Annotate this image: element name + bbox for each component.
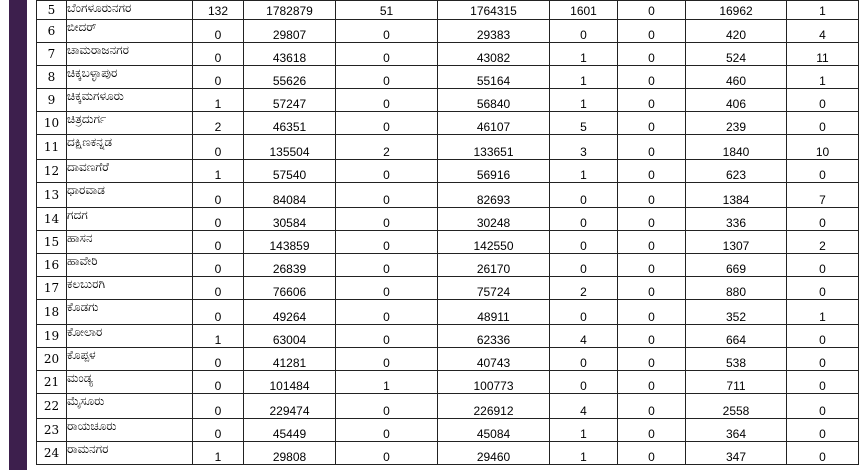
value-cell-5: 0 — [550, 254, 618, 277]
value-cell-8: 4 — [787, 20, 859, 43]
value-cell-6: 0 — [618, 112, 686, 135]
value-cell-7: 623 — [686, 160, 787, 183]
district-name-cell: ರಾಮನಗರ — [67, 442, 193, 465]
district-name-cell: ಧಾರವಾಡ — [67, 183, 193, 208]
value-cell-1: 1 — [193, 160, 244, 183]
value-cell-3: 2 — [336, 135, 438, 160]
value-cell-6: 0 — [618, 394, 686, 419]
value-cell-8: 7 — [787, 183, 859, 208]
serial-number-cell: 23 — [37, 419, 67, 442]
value-cell-4: 40743 — [438, 348, 550, 371]
district-name-cell: ದಾವಣಗೆರೆ — [67, 160, 193, 183]
table-row — [37, 89, 859, 112]
serial-number-cell: 16 — [37, 254, 67, 277]
value-cell-2: 41281 — [244, 348, 336, 371]
value-cell-3: 51 — [336, 1, 438, 20]
value-cell-4: 30248 — [438, 208, 550, 231]
value-cell-6: 0 — [618, 183, 686, 208]
value-cell-8: 10 — [787, 135, 859, 160]
value-cell-3: 0 — [336, 254, 438, 277]
value-cell-2: 30584 — [244, 208, 336, 231]
district-name-cell: ರಾಯಚೂರು — [67, 419, 193, 442]
serial-number-cell: 7 — [37, 43, 67, 66]
value-cell-3: 0 — [336, 20, 438, 43]
value-cell-7: 336 — [686, 208, 787, 231]
value-cell-2: 55626 — [244, 66, 336, 89]
value-cell-1: 0 — [193, 43, 244, 66]
value-cell-6: 0 — [618, 371, 686, 394]
district-name-cell: ಮಂಡ್ಯ — [67, 371, 193, 394]
district-name-cell: ಕೋಲಾರ — [67, 325, 193, 348]
value-cell-6: 0 — [618, 300, 686, 325]
value-cell-7: 406 — [686, 89, 787, 112]
serial-number-cell: 14 — [37, 208, 67, 231]
value-cell-6: 0 — [618, 208, 686, 231]
table-row — [37, 135, 859, 160]
value-cell-5: 4 — [550, 394, 618, 419]
value-cell-8: 0 — [787, 160, 859, 183]
serial-number-cell: 10 — [37, 112, 67, 135]
value-cell-4: 46107 — [438, 112, 550, 135]
value-cell-1: 0 — [193, 394, 244, 419]
value-cell-2: 29808 — [244, 442, 336, 465]
value-cell-7: 538 — [686, 348, 787, 371]
value-cell-6: 0 — [618, 160, 686, 183]
district-data-table — [36, 0, 859, 465]
value-cell-1: 0 — [193, 254, 244, 277]
table-row — [37, 442, 859, 465]
value-cell-6: 0 — [618, 89, 686, 112]
value-cell-8: 0 — [787, 394, 859, 419]
value-cell-4: 226912 — [438, 394, 550, 419]
district-name-cell: ಹಾಸನ — [67, 231, 193, 254]
value-cell-2: 57247 — [244, 89, 336, 112]
serial-number-cell: 18 — [37, 300, 67, 325]
value-cell-7: 16962 — [686, 1, 787, 20]
value-cell-1: 1 — [193, 89, 244, 112]
value-cell-4: 1764315 — [438, 1, 550, 20]
value-cell-5: 1 — [550, 419, 618, 442]
value-cell-7: 420 — [686, 20, 787, 43]
value-cell-8: 0 — [787, 89, 859, 112]
value-cell-1: 0 — [193, 208, 244, 231]
value-cell-3: 0 — [336, 277, 438, 300]
value-cell-8: 0 — [787, 277, 859, 300]
value-cell-3: 0 — [336, 300, 438, 325]
value-cell-7: 1840 — [686, 135, 787, 160]
value-cell-2: 1782879 — [244, 1, 336, 20]
value-cell-6: 0 — [618, 43, 686, 66]
table-row — [37, 325, 859, 348]
value-cell-3: 0 — [336, 442, 438, 465]
district-name-cell: ದಕ್ಷಿಣಕನ್ನಡ — [67, 135, 193, 160]
serial-number-cell: 19 — [37, 325, 67, 348]
table-body — [37, 1, 859, 465]
district-name-cell: ಮೈಸೂರು — [67, 394, 193, 419]
value-cell-3: 0 — [336, 43, 438, 66]
table-row — [37, 277, 859, 300]
serial-number-cell: 5 — [37, 1, 67, 20]
serial-number-cell: 11 — [37, 135, 67, 160]
value-cell-7: 364 — [686, 419, 787, 442]
value-cell-1: 0 — [193, 135, 244, 160]
value-cell-1: 0 — [193, 231, 244, 254]
district-name-cell: ಬೀದರ್ — [67, 20, 193, 43]
value-cell-7: 669 — [686, 254, 787, 277]
value-cell-6: 0 — [618, 20, 686, 43]
table-row — [37, 231, 859, 254]
value-cell-5: 5 — [550, 112, 618, 135]
district-name-cell: ಕಲಬುರಗಿ — [67, 277, 193, 300]
value-cell-6: 0 — [618, 231, 686, 254]
value-cell-7: 524 — [686, 43, 787, 66]
value-cell-1: 132 — [193, 1, 244, 20]
value-cell-8: 0 — [787, 112, 859, 135]
value-cell-3: 0 — [336, 394, 438, 419]
district-name-cell: ಕೊಡಗು — [67, 300, 193, 325]
value-cell-1: 0 — [193, 348, 244, 371]
value-cell-7: 352 — [686, 300, 787, 325]
value-cell-8: 1 — [787, 1, 859, 20]
value-cell-5: 1 — [550, 160, 618, 183]
value-cell-6: 0 — [618, 66, 686, 89]
serial-number-cell: 9 — [37, 89, 67, 112]
serial-number-cell: 8 — [37, 66, 67, 89]
table-row — [37, 348, 859, 371]
value-cell-4: 142550 — [438, 231, 550, 254]
value-cell-2: 135504 — [244, 135, 336, 160]
district-name-cell: ಹಾವೇರಿ — [67, 254, 193, 277]
value-cell-7: 239 — [686, 112, 787, 135]
value-cell-7: 1384 — [686, 183, 787, 208]
value-cell-7: 711 — [686, 371, 787, 394]
document-sheet — [27, 0, 830, 470]
table-row — [37, 1, 859, 20]
table-row — [37, 371, 859, 394]
value-cell-5: 3 — [550, 135, 618, 160]
serial-number-cell: 20 — [37, 348, 67, 371]
table-row — [37, 419, 859, 442]
district-name-cell: ಕೊಪ್ಪಳ — [67, 348, 193, 371]
value-cell-4: 29383 — [438, 20, 550, 43]
serial-number-cell: 15 — [37, 231, 67, 254]
value-cell-1: 2 — [193, 112, 244, 135]
value-cell-4: 45084 — [438, 419, 550, 442]
value-cell-7: 880 — [686, 277, 787, 300]
value-cell-6: 0 — [618, 348, 686, 371]
value-cell-5: 0 — [550, 371, 618, 394]
table-row — [37, 254, 859, 277]
table-row — [37, 66, 859, 89]
value-cell-4: 56840 — [438, 89, 550, 112]
value-cell-8: 2 — [787, 231, 859, 254]
value-cell-7: 664 — [686, 325, 787, 348]
value-cell-6: 0 — [618, 135, 686, 160]
value-cell-7: 2558 — [686, 394, 787, 419]
value-cell-6: 0 — [618, 442, 686, 465]
value-cell-8: 0 — [787, 419, 859, 442]
value-cell-5: 1 — [550, 66, 618, 89]
value-cell-8: 0 — [787, 371, 859, 394]
value-cell-2: 29807 — [244, 20, 336, 43]
value-cell-3: 0 — [336, 89, 438, 112]
value-cell-4: 26170 — [438, 254, 550, 277]
district-name-cell: ಗದಗ — [67, 208, 193, 231]
value-cell-7: 347 — [686, 442, 787, 465]
serial-number-cell: 24 — [37, 442, 67, 465]
value-cell-8: 0 — [787, 254, 859, 277]
value-cell-5: 1 — [550, 43, 618, 66]
value-cell-3: 0 — [336, 183, 438, 208]
value-cell-6: 0 — [618, 277, 686, 300]
value-cell-5: 1 — [550, 442, 618, 465]
value-cell-2: 26839 — [244, 254, 336, 277]
value-cell-2: 49264 — [244, 300, 336, 325]
value-cell-2: 229474 — [244, 394, 336, 419]
value-cell-1: 0 — [193, 277, 244, 300]
value-cell-8: 0 — [787, 442, 859, 465]
value-cell-4: 29460 — [438, 442, 550, 465]
value-cell-3: 0 — [336, 231, 438, 254]
value-cell-2: 45449 — [244, 419, 336, 442]
value-cell-3: 0 — [336, 112, 438, 135]
value-cell-8: 0 — [787, 348, 859, 371]
value-cell-2: 63004 — [244, 325, 336, 348]
value-cell-2: 76606 — [244, 277, 336, 300]
value-cell-7: 1307 — [686, 231, 787, 254]
table-row — [37, 183, 859, 208]
value-cell-3: 0 — [336, 66, 438, 89]
value-cell-4: 55164 — [438, 66, 550, 89]
value-cell-4: 133651 — [438, 135, 550, 160]
value-cell-1: 0 — [193, 66, 244, 89]
value-cell-5: 1 — [550, 89, 618, 112]
value-cell-2: 46351 — [244, 112, 336, 135]
value-cell-2: 101484 — [244, 371, 336, 394]
value-cell-6: 0 — [618, 325, 686, 348]
table-row — [37, 112, 859, 135]
value-cell-3: 0 — [336, 419, 438, 442]
value-cell-1: 0 — [193, 419, 244, 442]
table-row — [37, 394, 859, 419]
value-cell-1: 0 — [193, 300, 244, 325]
table-row — [37, 208, 859, 231]
page-frame — [9, 0, 830, 470]
value-cell-4: 75724 — [438, 277, 550, 300]
value-cell-3: 1 — [336, 371, 438, 394]
value-cell-1: 0 — [193, 183, 244, 208]
value-cell-4: 100773 — [438, 371, 550, 394]
value-cell-5: 0 — [550, 300, 618, 325]
value-cell-4: 43082 — [438, 43, 550, 66]
value-cell-8: 0 — [787, 208, 859, 231]
value-cell-5: 0 — [550, 208, 618, 231]
serial-number-cell: 21 — [37, 371, 67, 394]
district-name-cell: ಚಿತ್ರದುರ್ಗ — [67, 112, 193, 135]
district-name-cell: ಬೆಂಗಳೂರುನಗರ — [67, 1, 193, 20]
value-cell-1: 1 — [193, 325, 244, 348]
value-cell-5: 4 — [550, 325, 618, 348]
value-cell-1: 0 — [193, 371, 244, 394]
district-name-cell: ಚಿಕ್ಕಮಗಳೂರು — [67, 89, 193, 112]
value-cell-3: 0 — [336, 348, 438, 371]
serial-number-cell: 17 — [37, 277, 67, 300]
value-cell-5: 0 — [550, 348, 618, 371]
value-cell-6: 0 — [618, 1, 686, 20]
district-name-cell: ಚಾಮರಾಜನಗರ — [67, 43, 193, 66]
value-cell-3: 0 — [336, 325, 438, 348]
value-cell-3: 0 — [336, 160, 438, 183]
serial-number-cell: 22 — [37, 394, 67, 419]
value-cell-6: 0 — [618, 419, 686, 442]
serial-number-cell: 13 — [37, 183, 67, 208]
value-cell-1: 0 — [193, 20, 244, 43]
value-cell-5: 2 — [550, 277, 618, 300]
value-cell-7: 460 — [686, 66, 787, 89]
value-cell-2: 43618 — [244, 43, 336, 66]
value-cell-3: 0 — [336, 208, 438, 231]
value-cell-5: 0 — [550, 183, 618, 208]
value-cell-2: 57540 — [244, 160, 336, 183]
district-name-cell: ಚಿಕ್ಕಬಳ್ಳಾಪುರ — [67, 66, 193, 89]
value-cell-4: 82693 — [438, 183, 550, 208]
value-cell-8: 1 — [787, 300, 859, 325]
table-row — [37, 160, 859, 183]
serial-number-cell: 12 — [37, 160, 67, 183]
value-cell-4: 56916 — [438, 160, 550, 183]
value-cell-4: 62336 — [438, 325, 550, 348]
value-cell-1: 1 — [193, 442, 244, 465]
value-cell-8: 11 — [787, 43, 859, 66]
table-row — [37, 20, 859, 43]
value-cell-6: 0 — [618, 254, 686, 277]
value-cell-4: 48911 — [438, 300, 550, 325]
serial-number-cell: 6 — [37, 20, 67, 43]
value-cell-5: 0 — [550, 20, 618, 43]
value-cell-8: 1 — [787, 66, 859, 89]
value-cell-2: 84084 — [244, 183, 336, 208]
table-row — [37, 300, 859, 325]
value-cell-5: 1601 — [550, 1, 618, 20]
value-cell-8: 0 — [787, 325, 859, 348]
table-row — [37, 43, 859, 66]
value-cell-5: 0 — [550, 231, 618, 254]
value-cell-2: 143859 — [244, 231, 336, 254]
